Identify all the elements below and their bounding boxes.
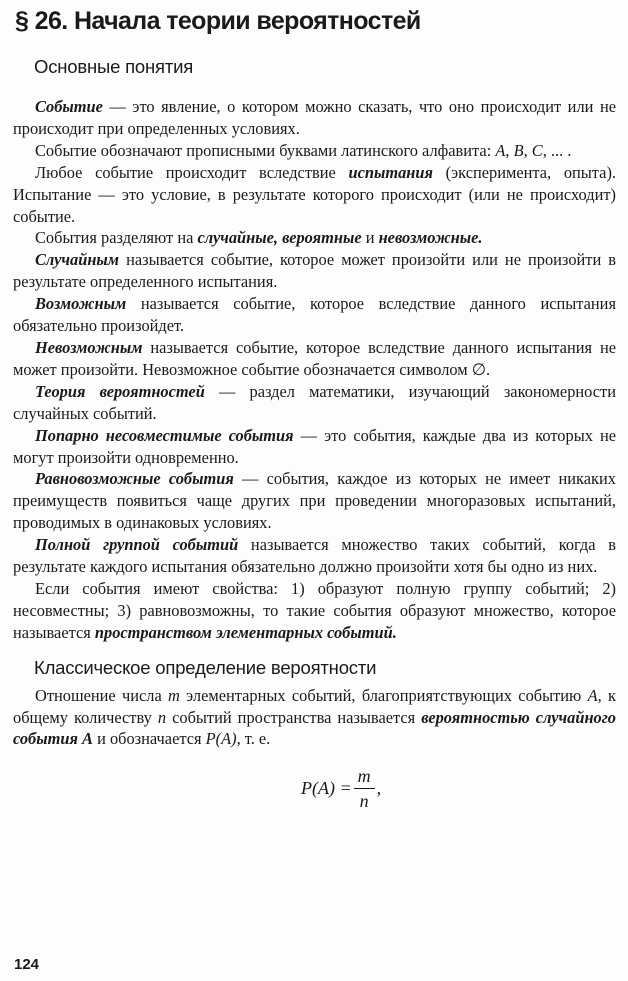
term-sample-space: пространством элементарных событий — [94, 622, 393, 642]
variable-b: B — [513, 140, 524, 160]
page-title: § 26. Начала теории вероятностей — [15, 7, 421, 35]
term-trial: испытания — [348, 162, 433, 182]
term-random: случайные — [197, 228, 274, 248]
term-probability-theory: Теория вероятностей — [35, 381, 205, 401]
text: . — [392, 622, 397, 642]
text: (эксперимента, опыта). Испытание — это условие, в результате которого происходит (или не происходит) событие. — [13, 162, 617, 226]
paragraph-classical-definition — [13, 685, 616, 751]
variable-c: C — [531, 140, 543, 160]
formula-denominator: n — [359, 790, 369, 811]
term-probability-of-event: вероятностью случайного события — [13, 707, 616, 749]
variable-n: n — [157, 707, 167, 727]
text: , ... . — [542, 140, 572, 160]
term-impossible-event: Невозможным — [35, 337, 143, 357]
paragraph-possible-event — [13, 293, 616, 337]
paragraph-complete-group — [13, 534, 616, 578]
text: Любое событие происходит вследствие — [35, 162, 349, 182]
term-impossible: невозможные — [378, 228, 479, 248]
paragraph-trial — [13, 162, 616, 228]
text: — это события, каждые два из которых не могут произойти одновременно. — [13, 425, 616, 467]
variable-m: m — [168, 685, 180, 705]
term-complete-group: Полной группой событий — [35, 535, 239, 555]
text: событий пространства называется — [166, 707, 422, 727]
variable-a: A — [82, 729, 93, 749]
text: называется множество таких событий, когда в результате каждого испытания обязательно должно произойти хотя бы одно из них. — [13, 535, 616, 577]
variable-a: A — [495, 140, 506, 160]
paragraph-event-types — [13, 227, 616, 249]
paragraph-event — [13, 96, 616, 140]
text: и — [361, 228, 379, 248]
paragraph-impossible-event — [13, 337, 616, 381]
term-event: Событие — [35, 97, 103, 116]
text: называется событие, которое вследствие данного испытания не может произойти. Невозможное событие обозначается символом ∅. — [13, 337, 616, 379]
text: События разделяют на — [35, 228, 198, 248]
formula-numerator: m — [354, 765, 375, 789]
text: — раздел математики, изучающий закономерности случайных событий. — [13, 381, 616, 423]
paragraph-probability-theory — [13, 381, 616, 425]
paragraph-event-notation — [13, 140, 616, 162]
text: , т. е. — [236, 729, 271, 749]
text: , к общему количеству — [13, 685, 616, 727]
term-possible-event: Возможным — [35, 294, 127, 314]
variable-a: A — [587, 685, 598, 705]
term-equiprobable-events: Равновозможные события — [35, 469, 234, 489]
formula-lhs: P(A) = — [301, 777, 352, 798]
formula-fraction — [354, 765, 375, 812]
paragraph-random-event — [13, 249, 616, 293]
term-random-event: Случайным — [35, 250, 120, 270]
text: , — [273, 228, 283, 248]
text: называется событие, которое может произойти или не произойти в результате определенного испытания. — [13, 250, 616, 292]
page-number: 124 — [14, 956, 40, 973]
text: Если события имеют свойства: 1) образуют полную группу событий; 2) несовместны; 3) равновозможны, то такие события образуют множество, которое называется — [13, 578, 616, 642]
text: , — [505, 140, 514, 160]
term-probable: вероятные — [282, 228, 362, 248]
text: , — [523, 140, 532, 160]
text: . — [478, 228, 483, 248]
probability-formula — [13, 762, 616, 818]
section-heading-basic-concepts: Основные понятия — [34, 56, 194, 77]
paragraph-equiprobable-events — [13, 468, 616, 534]
paragraph-sample-space — [13, 578, 616, 644]
text: Отношение числа — [35, 685, 169, 705]
text: — события, каждое из которых не имеет никаких преимуществ появиться чаще других при проведении многоразовых испытаний, проводимых в одинаковых условиях. — [13, 469, 616, 533]
text: элементарных событий, благоприятствующих событию — [179, 685, 588, 705]
term-incompatible-events: Попарно несовместимые события — [35, 425, 294, 445]
text: Событие обозначают прописными буквами латинского алфавита: — [35, 140, 496, 160]
paragraph-incompatible-events — [13, 425, 616, 469]
text: — это явление, о котором можно сказать, что оно происходит или не происходит при определенных условиях. — [13, 97, 616, 138]
section-heading-classical-definition: Классическое определение вероятности — [34, 656, 377, 678]
formula-tail: , — [376, 777, 382, 798]
text: называется событие, которое вследствие данного испытания обязательно произойдет. — [13, 294, 616, 336]
inline-formula-pa: P(A) — [205, 729, 237, 749]
text: и обозначается — [92, 729, 206, 749]
